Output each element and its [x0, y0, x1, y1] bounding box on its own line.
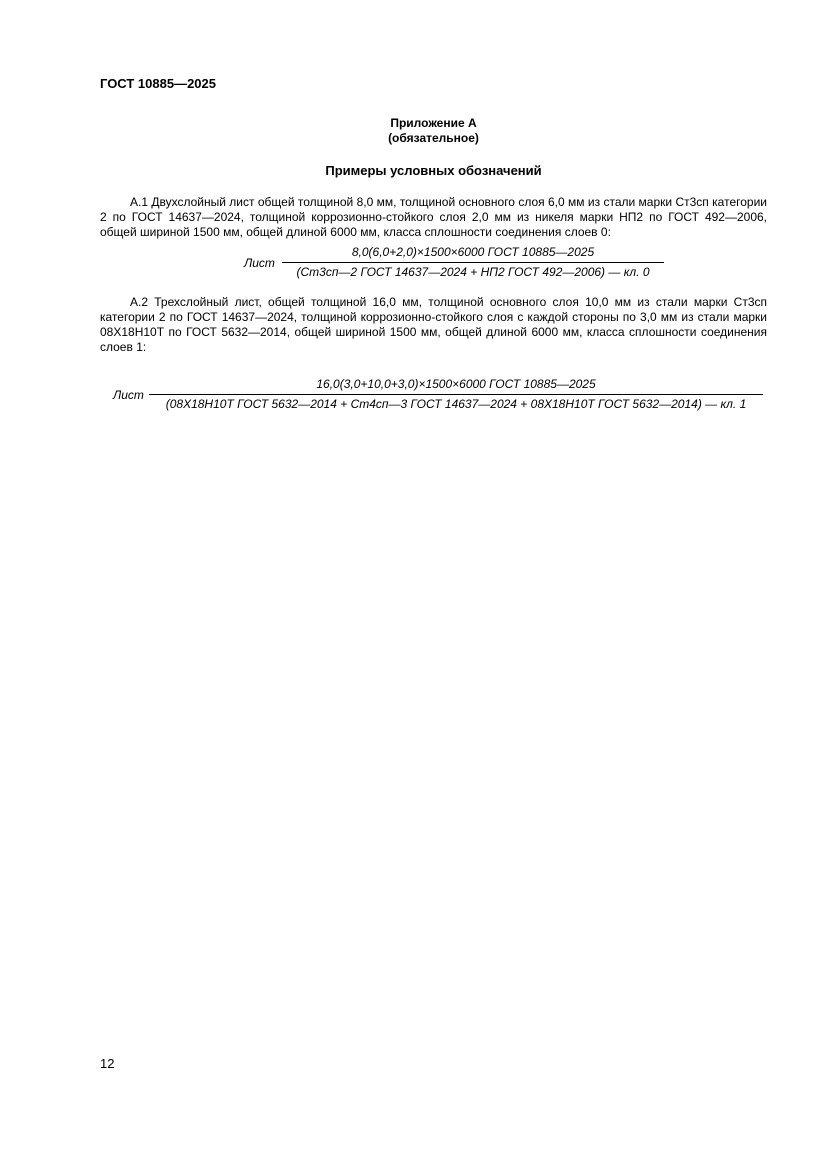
page-number: 12 — [100, 1056, 115, 1071]
appendix-title: Приложение А — [390, 116, 477, 130]
example-1-fraction-bar — [282, 262, 664, 263]
example-2-text: А.2 Трехслойный лист, общей толщиной 16,0 мм, толщиной основного слоя 10,0 мм из стали марки Ст3сп категории 2 по ГОСТ 14637—2024, толщиной коррозионно-стойкого слоя с каждой стороны по 3,0 мм из стали марки 08Х18Н10Т по ГОСТ 5632—2014, общей шириной 1500 мм, общей длиной 6000 мм, класса сплошности соединения слоев 1: — [100, 295, 767, 354]
example-2-label: Лист — [113, 388, 144, 402]
example-2-fraction-bar — [149, 394, 763, 395]
example-2-numerator: 16,0(3,0+10,0+3,0)×1500×6000 ГОСТ 10885—2025 — [316, 377, 596, 391]
example-1-numerator: 8,0(6,0+2,0)×1500×6000 ГОСТ 10885—2025 — [351, 245, 595, 259]
section-title: Примеры условных обозначений — [325, 163, 542, 178]
example-2-denominator: (08Х18Н10Т ГОСТ 5632—2014 + Ст4сп—3 ГОСТ 14637—2024 + 08Х18Н10Т ГОСТ 5632—2014) — кл. 1 — [165, 397, 747, 411]
appendix-status: (обязательное) — [388, 131, 479, 145]
example-1-text: А.1 Двухслойный лист общей толщиной 8,0 мм, толщиной основного слоя 6,0 мм из стали марки Ст3сп категории 2 по ГОСТ 14637—2024, толщиной коррозионно-стойкого слоя 2,0 мм из никеля марки НП2 по ГОСТ 492—2006, общей шириной 1500 мм, общей длиной 6000 мм, класса сплошности соединения слоев 0: — [100, 195, 767, 239]
example-1-label: Лист — [244, 256, 275, 270]
example-1-paragraph — [100, 195, 767, 240]
example-1-denominator: (Ст3сп—2 ГОСТ 14637—2024 + НП2 ГОСТ 492—2006) — кл. 0 — [296, 265, 650, 279]
document-header: ГОСТ 10885—2025 — [100, 76, 216, 91]
example-2-paragraph — [100, 295, 767, 355]
